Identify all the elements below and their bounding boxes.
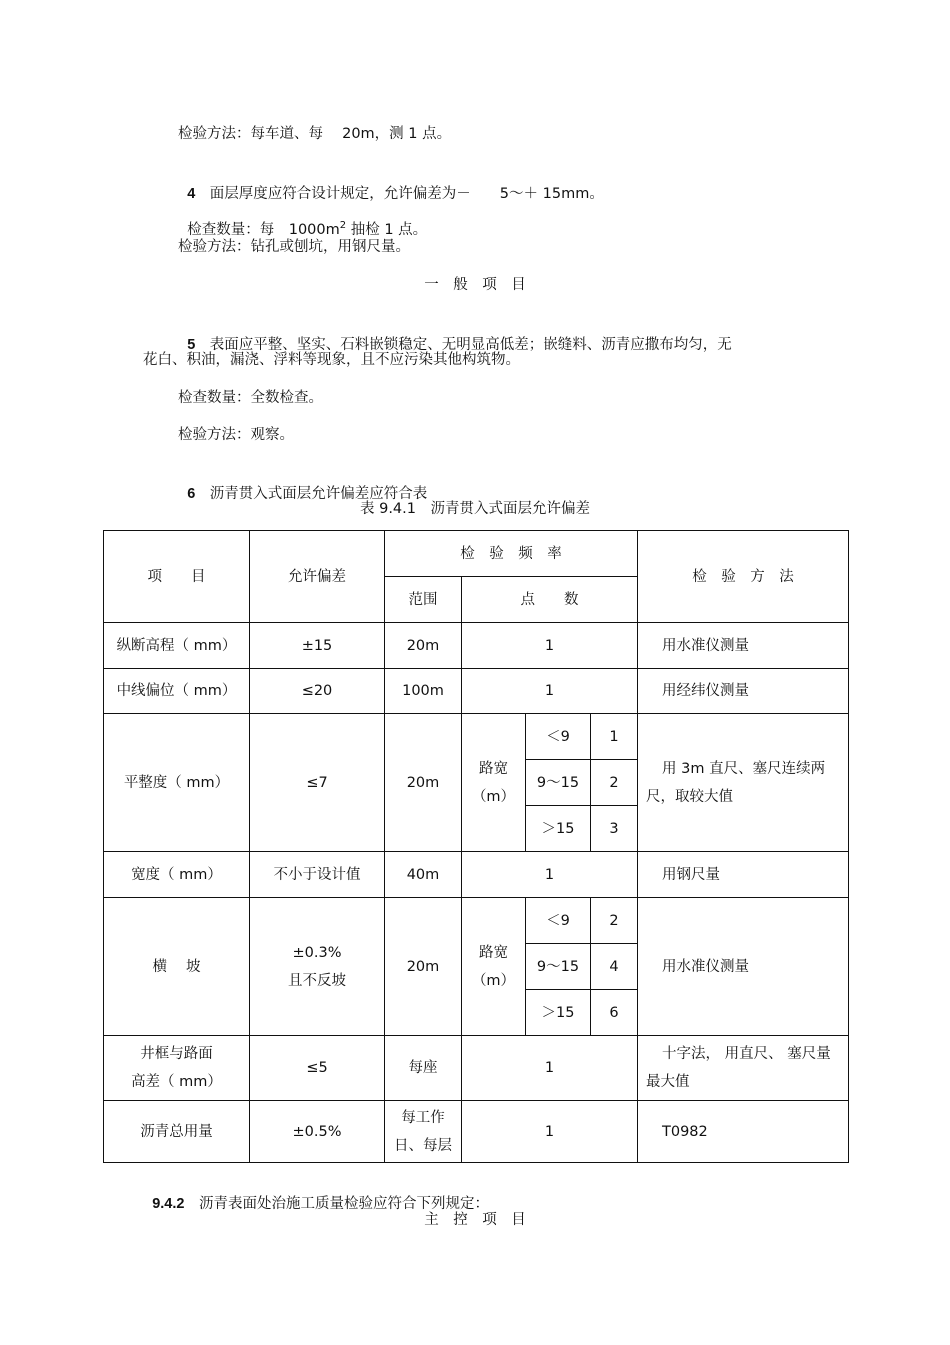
cell-item: 纵断高程（ mm）	[104, 623, 250, 669]
cell-range: 100m	[385, 669, 462, 714]
inspection-quantity-line-2: 检查数量：全数检查。	[178, 390, 323, 406]
cell-item	[104, 1036, 250, 1101]
cell-item: 平整度（ mm）	[104, 714, 250, 852]
cell-range: 20m	[385, 898, 462, 1036]
method-line-2: 最大值	[646, 1074, 690, 1090]
cell-method: 用水准仪测量	[638, 898, 849, 1036]
cell-road-width	[462, 898, 526, 1036]
header-points: 点 数	[462, 577, 638, 623]
table-row	[104, 623, 849, 669]
cell-item: 宽度（ mm）	[104, 852, 250, 898]
clause-5-continued: 花白、积油，漏浇、浮料等现象，且不应污染其他构筑物。	[143, 352, 520, 368]
cell-tolerance	[250, 898, 385, 1036]
cell-range: 40m	[385, 852, 462, 898]
clause-text: 面层厚度应符合设计规定，允许偏差为－ 5～＋ 15mm。	[209, 186, 604, 202]
header-range: 范围	[385, 577, 462, 623]
quantity-text-end: 抽检 1 点。	[346, 222, 428, 238]
cell-tolerance: 不小于设计值	[250, 852, 385, 898]
method-line-1: 用 3m 直尺、塞尺连续两	[662, 760, 826, 777]
inspection-method-line-3: 检验方法：观察。	[178, 427, 294, 443]
table-row	[104, 1101, 849, 1163]
clause-number: 5	[187, 337, 196, 353]
cell-points: 1	[462, 623, 638, 669]
cell-sub-points: 2	[591, 760, 638, 806]
cell-sub-points: 6	[591, 990, 638, 1036]
clause-number: 6	[187, 486, 196, 502]
clause-5	[178, 315, 732, 355]
cell-method: T0982	[638, 1101, 849, 1163]
cell-range: 20m	[385, 714, 462, 852]
cell-tolerance: ≤20	[250, 669, 385, 714]
method-line-2: 尺，取较大值	[646, 788, 733, 805]
inspection-method-line: 检验方法：每车道、每 20m，测 1 点。	[178, 126, 452, 142]
cell-sub-points: 2	[591, 898, 638, 944]
clause-number: 9.4.2	[152, 1196, 185, 1212]
cell-sub-points: 4	[591, 944, 638, 990]
table-row	[104, 1036, 849, 1101]
cell-sub-points: 3	[591, 806, 638, 852]
inspection-method-line-2: 检验方法：钻孔或刨坑，用钢尺量。	[178, 239, 410, 255]
cell-road-width	[462, 714, 526, 852]
cell-width-range: ＜9	[526, 898, 591, 944]
cell-item: 横 坡	[104, 898, 250, 1036]
header-item: 项 目	[104, 531, 250, 623]
cell-tolerance: ±0.5%	[250, 1101, 385, 1163]
method-line-1: 十字法， 用直尺、 塞尺量	[662, 1046, 831, 1062]
table-caption: 表 9.4.1 沥青贯入式面层允许偏差	[359, 501, 590, 517]
cell-method: 用经纬仪测量	[638, 669, 849, 714]
clause-number: 4	[187, 186, 196, 202]
cell-method: 用钢尺量	[638, 852, 849, 898]
road-width-unit: （m）	[471, 972, 516, 989]
inspection-quantity-line	[178, 200, 427, 240]
cell-tolerance: ≤7	[250, 714, 385, 852]
cell-width-range: ＞15	[526, 990, 591, 1036]
cell-method: 用水准仪测量	[638, 623, 849, 669]
table-row	[104, 852, 849, 898]
header-method: 检 验 方 法	[638, 531, 849, 623]
header-tolerance: 允许偏差	[250, 531, 385, 623]
road-width-label: 路宽	[479, 944, 508, 961]
clause-4	[178, 164, 604, 204]
cell-range: 每座	[385, 1036, 462, 1101]
table-header-row	[104, 531, 849, 577]
range-line-1: 每工作	[401, 1109, 445, 1126]
cell-item: 沥青总用量	[104, 1101, 250, 1163]
item-line-2: 高差（ mm）	[131, 1074, 222, 1090]
clause-text: 沥青表面处治施工质量检验应符合下列规定：	[198, 1196, 489, 1212]
section-heading-main: 主 控 项 目	[424, 1212, 526, 1228]
road-width-label: 路宽	[479, 760, 508, 777]
range-line-2: 日、每层	[394, 1137, 452, 1154]
cell-range: 20m	[385, 623, 462, 669]
clause-9-4-2	[143, 1174, 489, 1214]
cell-tolerance: ±15	[250, 623, 385, 669]
cell-width-range: 9～15	[526, 760, 591, 806]
cell-points: 1	[462, 1036, 638, 1101]
cell-width-range: ＞15	[526, 806, 591, 852]
cell-method	[638, 1036, 849, 1101]
tolerance-table	[103, 530, 849, 1163]
table-row	[104, 898, 849, 944]
cell-method	[638, 714, 849, 852]
cell-width-range: 9～15	[526, 944, 591, 990]
cell-width-range: ＜9	[526, 714, 591, 760]
clause-text: 沥青贯入式面层允许偏差应符合表	[209, 486, 428, 502]
cell-points: 1	[462, 852, 638, 898]
table-row	[104, 669, 849, 714]
quantity-text: 检查数量：每 1000m	[187, 222, 340, 238]
clause-text: 表面应平整、坚实、石料嵌锁稳定、无明显高低差；嵌缝料、沥青应撒布均匀，无	[209, 337, 732, 353]
cell-range	[385, 1101, 462, 1163]
tolerance-line-2: 且不反坡	[288, 972, 346, 989]
cell-points: 1	[462, 1101, 638, 1163]
cell-points: 1	[462, 669, 638, 714]
superscript: 2	[339, 220, 347, 232]
section-heading-general: 一 般 项 目	[424, 277, 526, 293]
cell-item: 中线偏位（ mm）	[104, 669, 250, 714]
table-row	[104, 714, 849, 760]
cell-sub-points: 1	[591, 714, 638, 760]
cell-tolerance: ≤5	[250, 1036, 385, 1101]
clause-6	[178, 464, 427, 504]
item-line-1: 井框与路面	[140, 1046, 213, 1062]
header-frequency: 检 验 频 率	[385, 531, 638, 577]
tolerance-line-1: ±0.3%	[292, 944, 342, 961]
road-width-unit: （m）	[471, 788, 516, 805]
